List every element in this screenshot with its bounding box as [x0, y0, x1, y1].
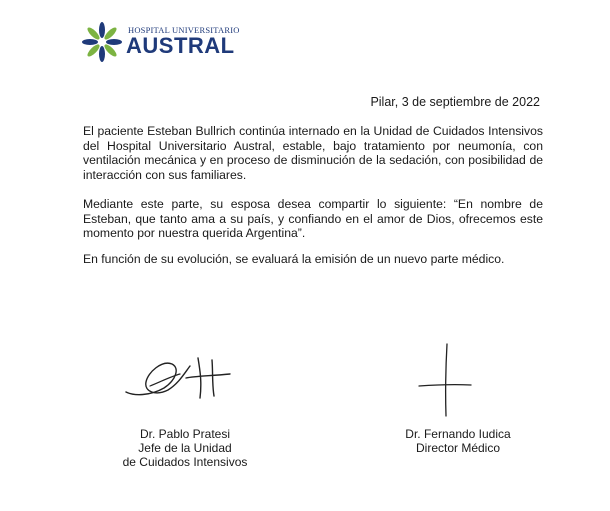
- paragraph-next-report: En función de su evolución, se evaluará la emisión de un nuevo parte médico.: [83, 252, 505, 266]
- hospital-logo: [80, 16, 280, 68]
- signature-iudica: [415, 340, 475, 420]
- institution-prefix: HOSPITAL UNIVERSITARIO: [128, 25, 240, 35]
- signer-name: Dr. Fernando Iudica: [405, 427, 511, 441]
- paragraph-family-message: Mediante este parte, su esposa desea compartir lo siguiente: “En nombre de Esteban, que tanto ama a su país, y confiando en el amor de Dios, ofrecemos este momento por nuestra querida Argentina”.: [83, 197, 543, 240]
- signer-title: Director Médico: [415, 441, 501, 455]
- signer-title: de Cuidados Intensivos: [122, 455, 248, 469]
- signature-pratesi: [120, 352, 240, 404]
- signer-title: Jefe de la Unidad: [138, 441, 232, 455]
- institution-name: AUSTRAL: [126, 33, 235, 58]
- signer-name: Dr. Pablo Pratesi: [139, 427, 231, 441]
- signature-block-right: [383, 427, 533, 455]
- signature-block-left: [100, 427, 270, 469]
- letter-date: Pilar, 3 de septiembre de 2022: [370, 95, 540, 109]
- paragraph-patient-status: El paciente Esteban Bullrich continúa internado en la Unidad de Cuidados Intensivos del Hospital Universitario Austral, estable, bajo tratamiento por neumonía, con ventilación mecánica y en proceso de disminución de la sedación, con posibilidad de interacción con sus familiares.: [83, 124, 543, 182]
- star-flower-logo-icon: [80, 20, 124, 64]
